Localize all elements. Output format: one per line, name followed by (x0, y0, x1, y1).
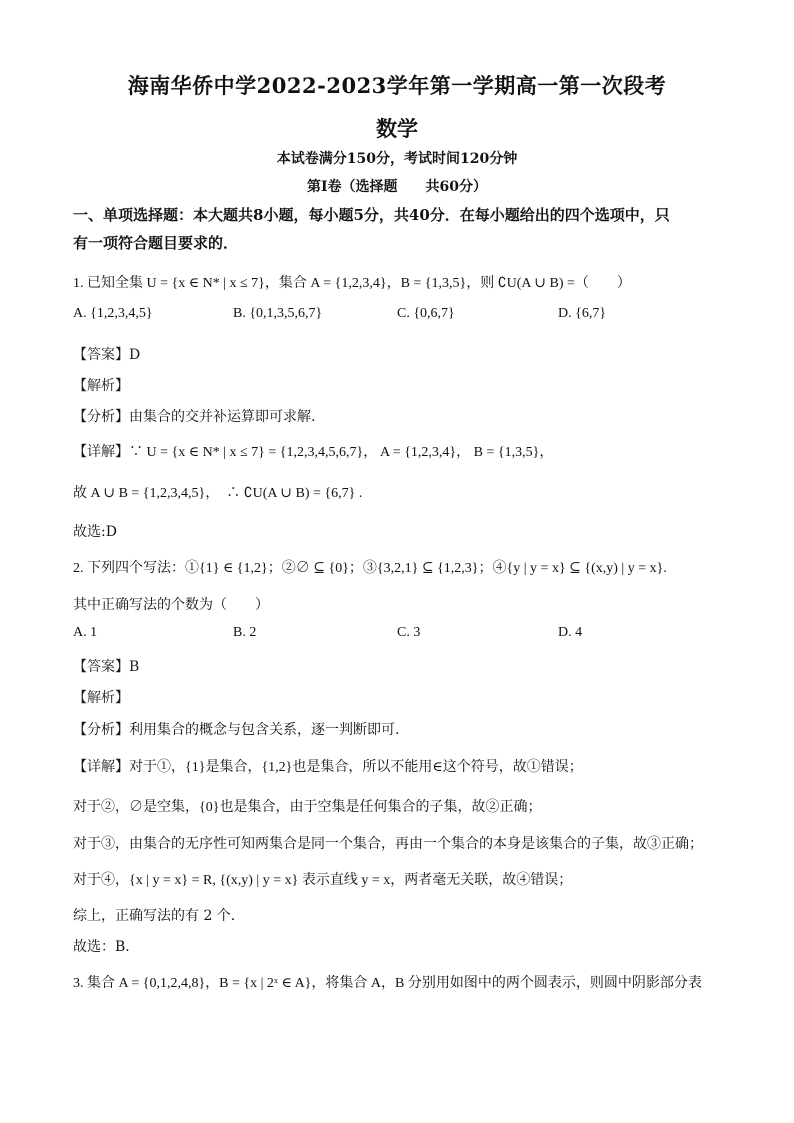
q1-option-b: B. {0,1,3,5,6,7} (233, 306, 323, 321)
q2-option-b: B. 2 (233, 625, 257, 640)
section-heading-line1: 一、单项选择题：本大题共8小题，每小题5分，共40分．在每小题给出的四个选项中，只 (73, 206, 670, 224)
q1-option-c: C. {0,6,7} (397, 306, 455, 321)
volume-title: 第Ⅰ卷（选择题 共60分） (306, 179, 488, 195)
page-title: 海南华侨中学2022-2023学年第一学期高一第一次段考 (127, 73, 667, 98)
q2-option-a: A. 1 (73, 625, 98, 640)
q1-detail: 【详解】∵ U = {x ∈ N* | x ≤ 7} = {1,2,3,4,5,6,7}， A = {1,2,3,4}， B = {1,3,5}， (73, 445, 554, 460)
q2-choose: 故选：B. (73, 939, 130, 955)
q1-choose: 故选:D (73, 524, 117, 540)
q3-stem: 3. 集合 A = {0,1,2,4,8}，B = {x | 2ˣ ∈ A}，将集合 A，B 分别用如图中的两个圆表示，则圆中阴影部分表 (73, 976, 702, 991)
q1-stem: 1. 已知全集 U = {x ∈ N* | x ≤ 7}，集合 A = {1,2,3,4}，B = {1,3,5}，则 ∁U(A ∪ B) =（ ） (73, 276, 631, 291)
q2-detail4: 对于④，{x | y = x} = R, {(x,y) | y = x} 表示直线 y = x，两者毫无关联，故④错误； (73, 873, 573, 888)
q1-analysis: 【分析】由集合的交并补运算即可求解. (73, 409, 316, 425)
q1-analysis-title: 【解析】 (73, 378, 129, 394)
q1-option-a: A. {1,2,3,4,5} (73, 306, 153, 321)
q2-summary: 综上，正确写法的有 2 个. (73, 908, 236, 924)
q1-answer: 【答案】D (73, 347, 141, 363)
q2-stem: 2. 下列四个写法：①{1} ∈ {1,2}；②∅ ⊆ {0}；③{3,2,1} ⊆ {1,2,3}；④{y | y = x} ⊆ {(x,y) | y = x}. (73, 561, 667, 576)
q2-detail2: 对于②，∅是空集，{0}也是集合，由于空集是任何集合的子集，故②正确； (73, 800, 542, 815)
q2-analysis: 【分析】利用集合的概念与包含关系，逐一判断即可. (73, 722, 400, 738)
section-heading-line2: 有一项符合题目要求的． (73, 234, 239, 252)
q2-answer: 【答案】B (73, 659, 140, 675)
q2-stem2: 其中正确写法的个数为（ ） (73, 597, 269, 613)
exam-info: 本试卷满分150分，考试时间120分钟 (276, 151, 518, 167)
q2-detail3: 对于③，由集合的无序性可知两集合是同一个集合，再由一个集合的本身是该集合的子集，故③正确； (73, 837, 703, 852)
q1-option-d: D. {6,7} (558, 306, 607, 321)
subject-title: 数学 (376, 116, 418, 141)
q2-analysis-title: 【解析】 (73, 690, 129, 706)
q2-detail1: 【详解】对于①，{1}是集合，{1,2}也是集合，所以不能用∈这个符号，故①错误； (73, 760, 583, 775)
q2-option-c: C. 3 (397, 625, 421, 640)
q2-option-d: D. 4 (558, 625, 583, 640)
q1-detail2: 故 A ∪ B = {1,2,3,4,5}， ∴ ∁U(A ∪ B) = {6,7} . (73, 486, 363, 501)
